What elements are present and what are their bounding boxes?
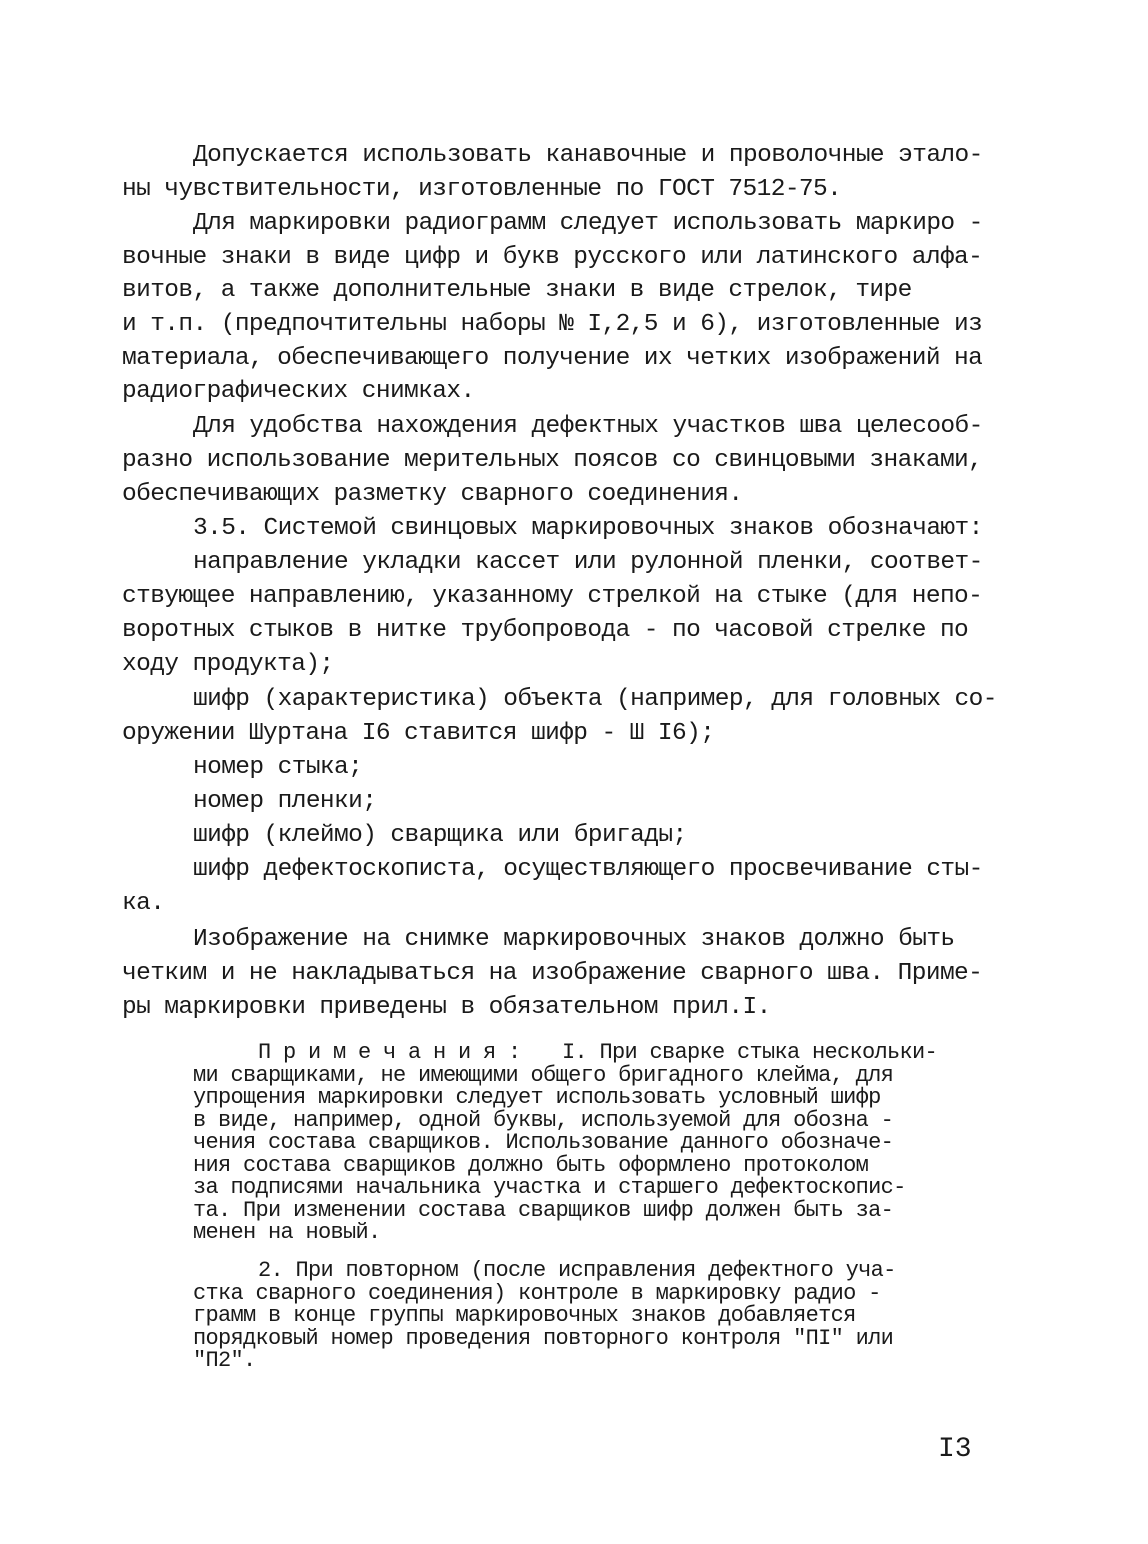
text-line: шифр (характеристика) объекта (например, для головных со- [193,686,997,713]
text-line: ми сварщиками, не имеющими общего бригадного клейма, для [193,1063,894,1088]
text-line: в виде, например, одной буквы, используемой для обозна - [193,1108,894,1133]
text-line: обеспечивающих разметку сварного соединения. [122,481,743,508]
text-line: ходу продукта); [122,651,334,678]
text-line: упрощения маркировки следует использовать условный шифр [193,1085,881,1110]
text-line: за подписями начальника участка и старшего дефектоскопис- [193,1175,906,1200]
text-line: ствующее направлению, указанному стрелкой на стыке (для непо- [122,583,983,610]
text-line: и т.п. (предпочтительны наборы № I,2,5 и 6), изготовленные из [122,311,983,338]
text-line: менен на новый. [193,1220,381,1245]
text-line: Для маркировки радиограмм следует использовать маркиро - [193,210,983,237]
text-line: радиографических снимках. [122,378,475,405]
text-line: направление укладки кассет или рулонной пленки, соответ- [193,549,983,576]
text-line: порядковый номер проведения повторного контроля "ПI" или [193,1326,894,1351]
text-line: чения состава сварщиков. Использование данного обозначе- [193,1130,894,1155]
text-line: Допускается использовать канавочные и проволочные этало- [193,142,983,169]
text-line: витов, а также дополнительные знаки в виде стрелок, тире [122,277,912,304]
text-line: оружении Шуртана I6 ставится шифр - Ш I6); [122,720,715,747]
list-item: шифр (клеймо) сварщика или бригады; [193,822,687,849]
text-line: стка сварного соединения) контроле в маркировку радио - [193,1281,881,1306]
text-line: Изображение на снимке маркировочных знаков должно быть [193,926,955,953]
page-number: I3 [938,1434,972,1465]
text-line: ния состава сварщиков должно быть оформлено протоколом [193,1153,869,1178]
list-item: номер пленки; [193,788,377,815]
text-line: шифр дефектоскописта, осуществляющего просвечивание сты- [193,856,983,883]
text-line: воротных стыков в нитке трубопровода - по часовой стрелке по [122,617,969,644]
text-line: грамм в конце группы маркировочных знаков добавляется [193,1303,856,1328]
text-line: "П2". [193,1348,256,1373]
text-line: ны чувствительности, изготовленные по ГОСТ 7512-75. [122,176,842,203]
text-line: материала, обеспечивающего получение их четких изображений на [122,345,983,372]
section-intro: 3.5. Системой свинцовых маркировочных знаков обозначают: [193,515,983,542]
text-line: та. При изменении состава сварщиков шифр должен быть за- [193,1198,894,1223]
text-line: разно использование мерительных поясов со свинцовыми знаками, [122,447,983,474]
list-item: номер стыка; [193,754,363,781]
text-line: вочные знаки в виде цифр и букв русского или латинского алфа- [122,244,983,271]
text-line: ка. [122,890,165,917]
text-line: 2. При повторном (после исправления дефектного уча- [258,1258,896,1283]
notes-heading: П р и м е ч а н и я : [258,1040,521,1065]
text-line: ры маркировки приведены в обязательном прил.I. [122,994,771,1021]
text-line: Для удобства нахождения дефектных участков шва целесооб- [193,413,983,440]
text-line: четким и не накладываться на изображение сварного шва. Приме- [122,960,983,987]
text-line: I. При сварке стыка нескольки- [562,1040,938,1065]
